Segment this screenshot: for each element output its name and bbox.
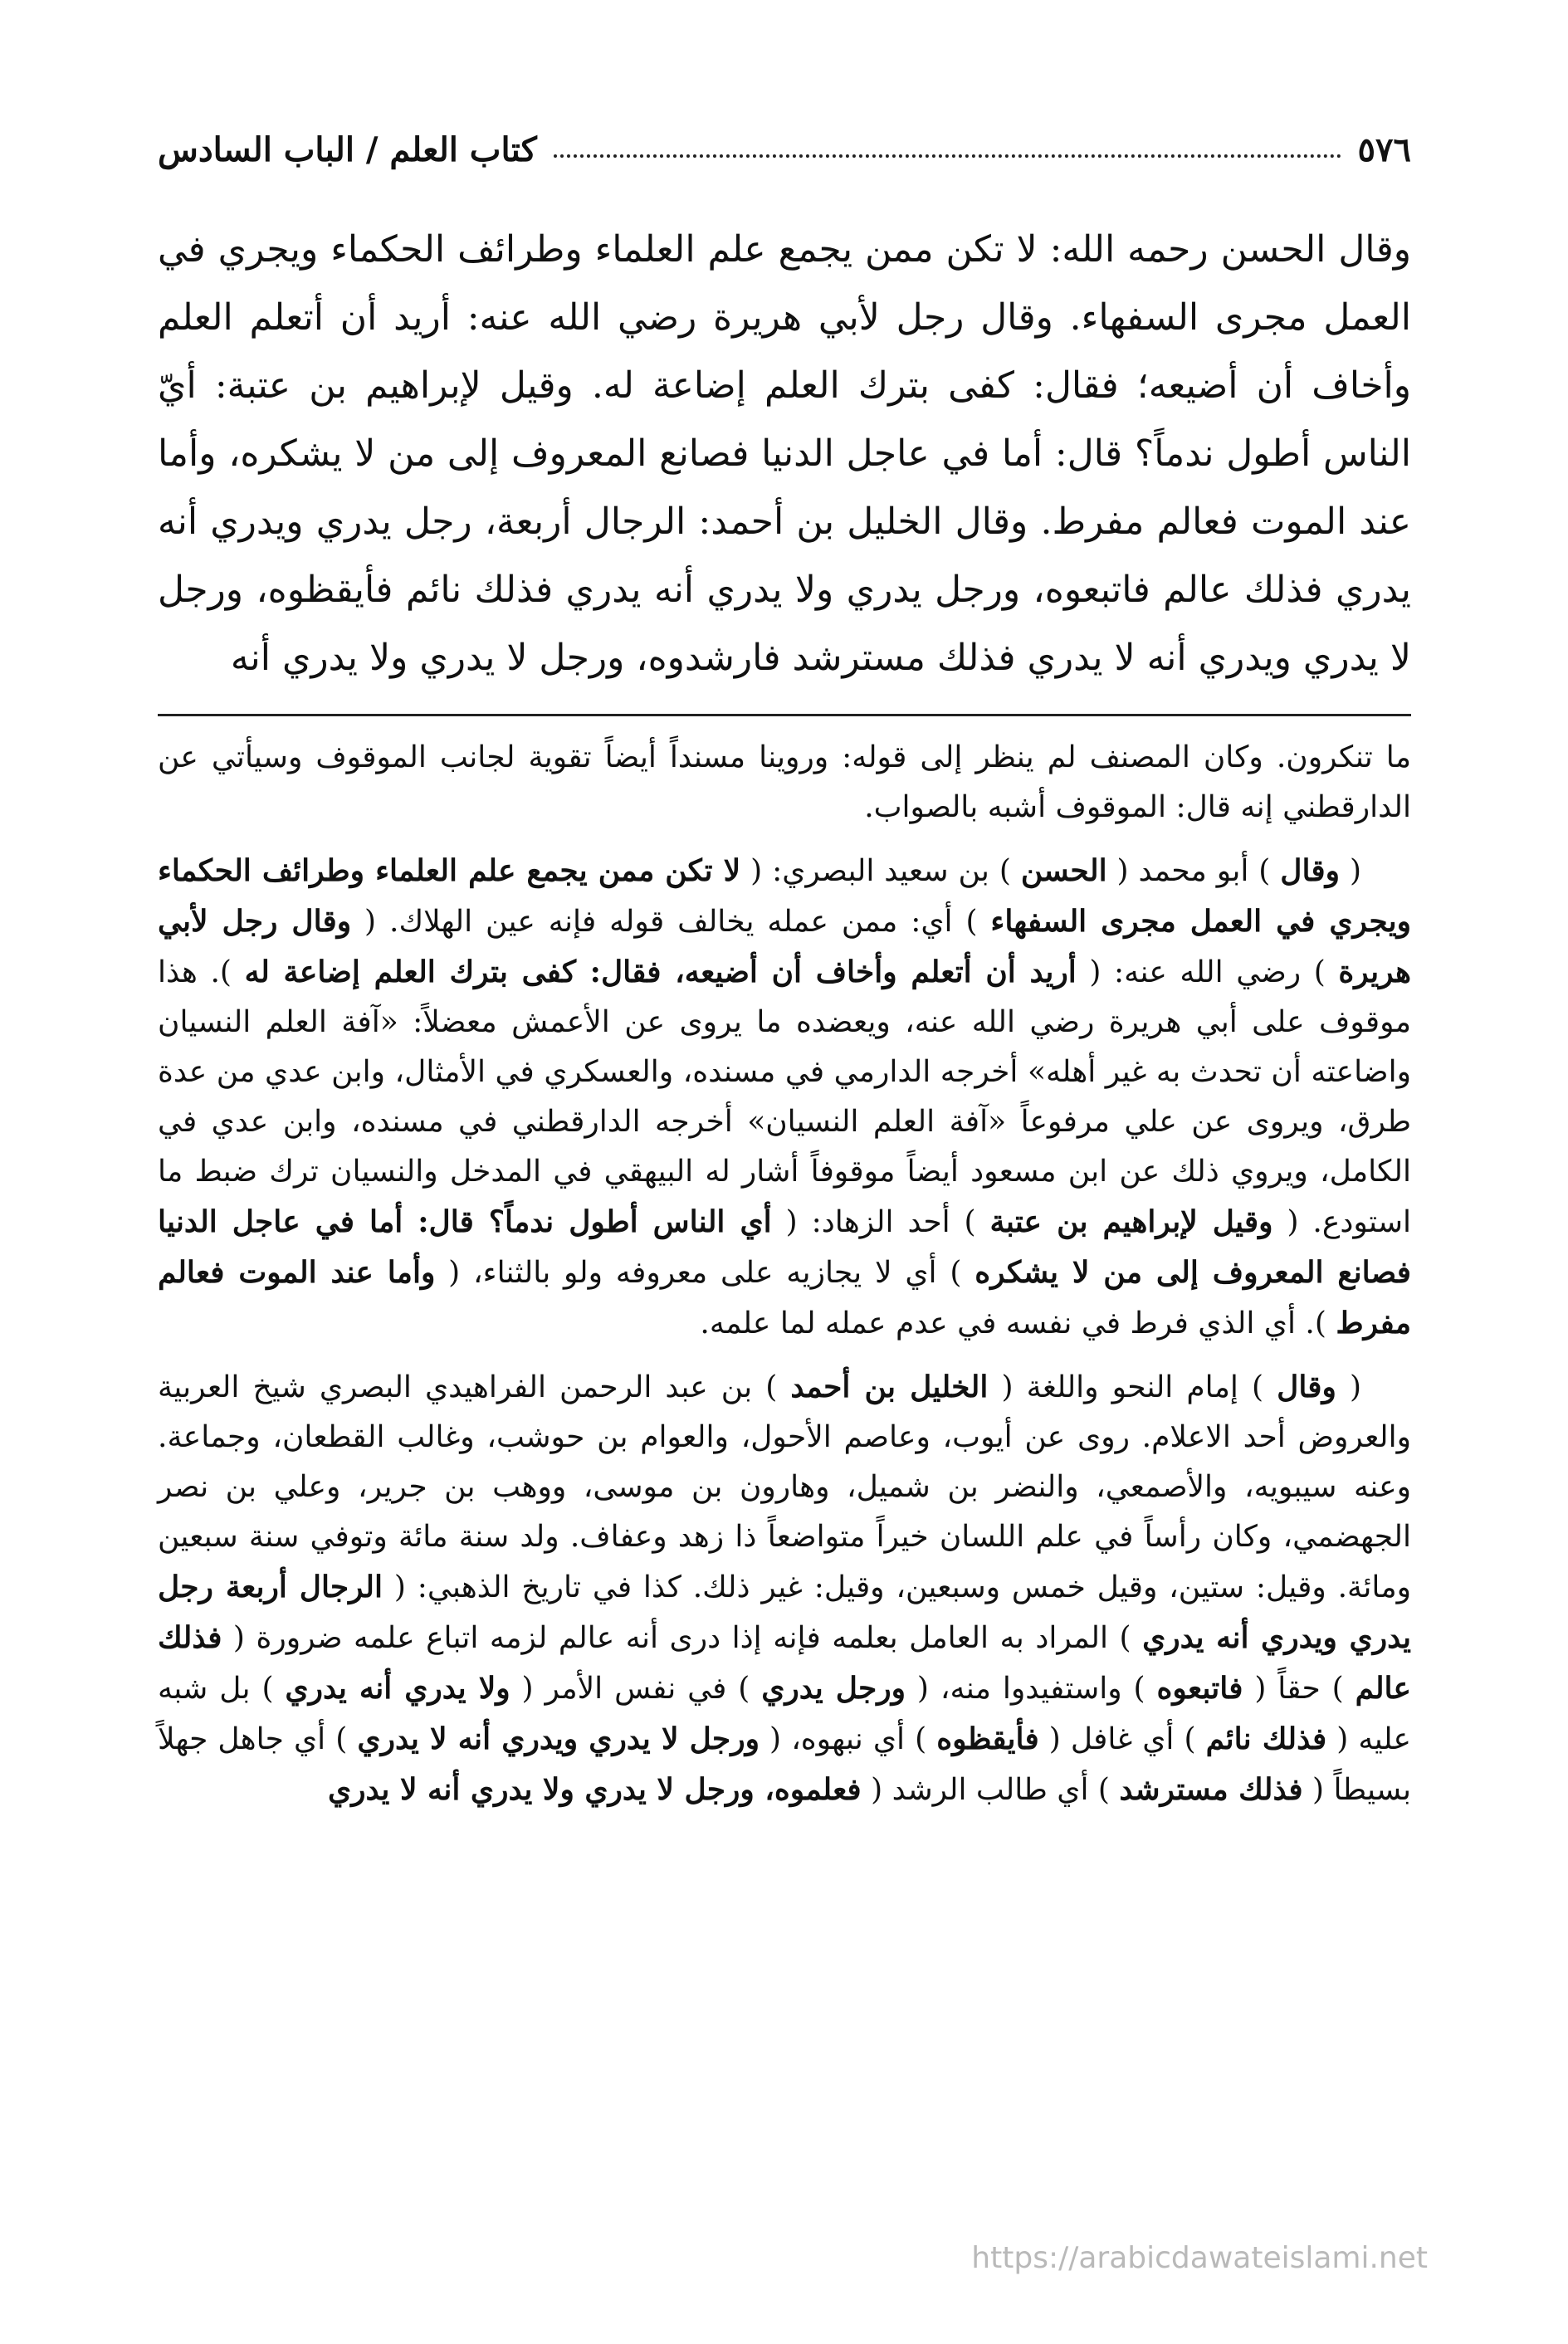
text-run: ) إمام النحو واللغة ( [988,1370,1277,1404]
bold-quote: الحسن [1020,853,1107,888]
text-run: ). هذا موقوف على أبي هريرة رضي الله عنه، ويعضده ما يروى عن الأعمش معضلاً: «آفة العلم النسيان واضاعته أن تحدث به غير أهله» أخرجه الدارمي في مسنده، والعسكري في الأمثال، وابن عدي من عدة طرق، ويروى عن علي مرفوعاً «آفة العلم النسيان» أخرجه الدارقطني في مسنده، وابن عدي في الكامل، ويروي ذلك عن ابن مسعود أيضاً موقوفاً أشار له البيهقي في المدخل والنسيان ترك ضبط ما استودع. ( [158,955,1412,1239]
text-run: ) أي جاهل جهلاً بسيطاً ( [158,1722,1411,1807]
text-run: ( [1336,1370,1362,1404]
footnote-divider [158,714,1411,716]
text-run: ) أي نبهوه، ( [759,1722,937,1756]
commentary-paragraph-1: ما تنكرون. وكان المصنف لم ينظر إلى قوله: وروينا مسنداً أيضاً تقوية لجانب الموقوف وسيأتي عن الدارقطني إنه قال: الموقوف أشبه بالصواب. [158,740,1411,824]
book-page [158,116,1411,2274]
text-run: ) المراد به العامل بعلمه فإنه إذا درى أنه عالم لزمه اتباع علمه ضرورة ( [222,1621,1143,1655]
bold-quote: أي الناس أطول ندماً؟ قال: أما في عاجل الدنيا فصانع المعروف إلى من لا يشكره [158,1204,1411,1290]
header-dotted-leader [554,154,1341,158]
bold-quote: الرجال أربعة رجل يدري ويدري أنه يدري [158,1570,1411,1655]
text-run: ) رضي الله عنه: ( [1076,955,1339,989]
bold-quote: وقال رجل لأبي هريرة [158,904,1412,989]
bold-quote: ولا يدري أنه يدري [285,1671,510,1706]
text-run: ) أبو محمد ( [1106,854,1281,888]
main-text-block [158,216,1411,692]
text-run: ) بن سعيد البصري: ( [740,854,1021,888]
bold-quote: أريد أن أتعلم وأخاف أن أضيعه، فقال: كفى بترك العلم إضاعة له [244,955,1077,989]
commentary-paragraph-3 [158,1362,1411,1815]
bold-quote: وأما عند الموت فعالم مفرط [158,1255,1411,1340]
text-run: ) أي: ممن عمله يخالف قوله فإنه عين الهلاك. ( [351,905,991,939]
bold-quote: وقال [1277,1370,1336,1404]
bold-quote: فذلك نائم [1205,1721,1327,1756]
bold-quote: ورجل لا يدري ويدري أنه لا يدري [357,1721,760,1756]
bold-quote: فأيقظوه [936,1721,1039,1756]
watermark-url: https://arabicdawateislami.net [971,2241,1428,2275]
bold-quote: ورجل يدري [761,1671,906,1706]
commentary-paragraph-2 [158,846,1411,1349]
bold-quote: فذلك عالم [158,1620,1411,1706]
text-run: ). أي الذي فرط في نفسه في عدم عمله لما علمه. [700,1306,1336,1340]
bold-quote: الخليل بن أحمد [790,1370,989,1404]
page-header [158,116,1411,183]
text-run: ) واستفيدوا منه، ( [906,1672,1157,1706]
text-run: ) أحد الزهاد: ( [771,1205,990,1239]
main-paragraph: وقال الحسن رحمه الله: لا تكن ممن يجمع علم العلماء وطرائف الحكماء ويجري في العمل مجرى السفهاء. وقال رجل لأبي هريرة رضي الله عنه: أريد أن أتعلم العلم وأخاف أن أضيعه؛ فقال: كفى بترك العلم إضاعة له. وقيل لإبراهيم بن عتبة: أيّ الناس أطول ندماً؟ قال: أما في عاجل الدنيا فصانع المعروف إلى من لا يشكره، وأما عند الموت فعالم مفرط. وقال الخليل بن أحمد: الرجال أربعة، رجل يدري ويدري أنه يدري فذلك عالم فاتبعوه، ورجل يدري ولا يدري أنه يدري فذلك نائم فأيقظوه، ورجل لا يدري ويدري أنه لا يدري فذلك مسترشد فارشدوه، ورجل لا يدري ولا يدري أنه [158,228,1411,679]
text-run: ) حقاً ( [1243,1672,1356,1706]
bold-quote: لا تكن ممن يجمع علم العلماء وطرائف الحكماء ويجري في العمل مجرى السفهاء [158,853,1412,939]
bold-quote: فعلموه، ورجل لا يدري ولا يدري أنه لا يدري [327,1772,862,1807]
bold-quote: وقيل لإبراهيم بن عتبة [989,1204,1273,1239]
text-run: ( [1340,854,1362,888]
running-title: كتاب العلم / الباب السادس [158,129,537,169]
text-run: ) أي طالب الرشد ( [861,1773,1120,1807]
bold-quote: فذلك مسترشد [1119,1772,1303,1807]
bold-quote: وقال [1280,853,1341,888]
commentary-block [158,733,1411,1815]
text-run: ) بل شبه عليه ( [158,1672,1411,1756]
bold-quote: فاتبعوه [1156,1671,1243,1706]
text-run: ) أي غافل ( [1038,1722,1206,1756]
text-run: ) بن عبد الرحمن الفراهيدي البصري شيخ العربية والعروض أحد الاعلام. روى عن أيوب، وعاصم الأحول، والعوام بن حوشب، وغالب القطعان، وجماعة. وعنه سيبويه، والأصمعي، والنضر بن شميل، وهارون بن موسى، ووهب بن جرير، وعلي بن نصر الجهضمي، وكان رأساً في علم اللسان خيراً متواضعاً ذا زهد وعفاف. ولد سنة مائة وتوفي سنة سبعين ومائة. وقيل: ستين، وقيل خمس وسبعين، وقيل: غير ذلك. كذا في تاريخ الذهبي: ( [158,1370,1411,1604]
page-number: ٥٧٦ [1357,129,1411,169]
text-run: ) أي لا يجازيه على معروفه ولو بالثناء، ( [435,1256,975,1290]
text-run: ) في نفس الأمر ( [510,1672,762,1706]
